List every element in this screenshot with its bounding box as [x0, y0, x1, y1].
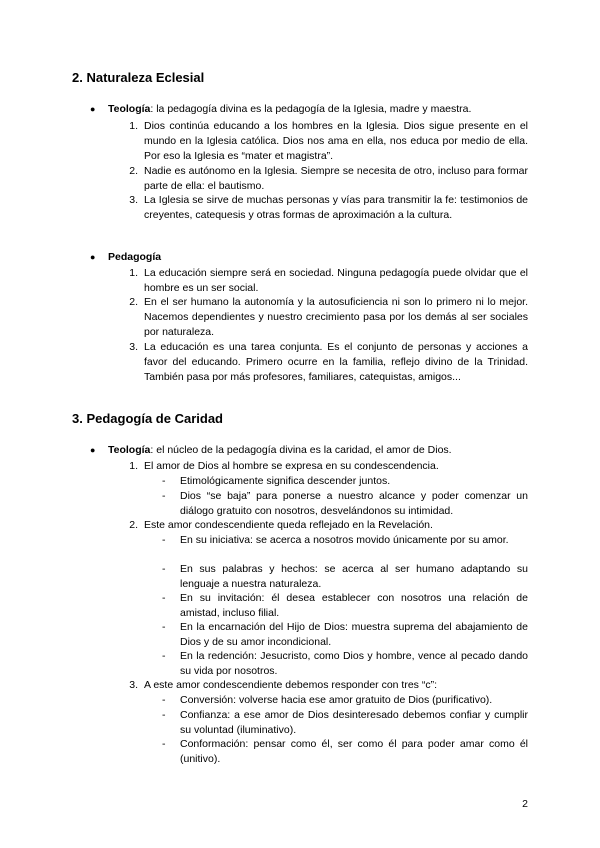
bullet-dot: ● [90, 445, 96, 455]
sub-item: Etimológicamente significa descender juntos. [180, 475, 391, 487]
sub-item: Conversión: volverse hacia ese amor gratuito de Dios (purificativo). [180, 694, 493, 706]
dash-marker: - [162, 563, 166, 575]
list-number: 1. [129, 120, 138, 132]
bullet-label: Pedagogía [108, 251, 162, 263]
bullet-label: Teología [108, 444, 151, 456]
list-item: A este amor condescendiente debemos responder con tres “c”: [144, 679, 437, 691]
bullet-text: : el núcleo de la pedagogía divina es la caridad, el amor de Dios. [150, 444, 452, 456]
bullet-line [108, 443, 452, 458]
list-item: El amor de Dios al hombre se expresa en su condescendencia. [144, 460, 439, 472]
dash-marker: - [162, 709, 166, 721]
section-heading: 3. Pedagogía de Caridad [72, 411, 223, 426]
bullet-text: : la pedagogía divina es la pedagogía de la Iglesia, madre y maestra. [150, 103, 472, 115]
list-number: 2. [129, 165, 138, 177]
sub-item: En la redención: Jesucristo, como Dios y hombre, vence al pecado dando su vida por nosotros. [180, 650, 528, 677]
list-number: 1. [129, 267, 138, 279]
sub-item: En sus palabras y hechos: se acerca al ser humano adaptando su lenguaje a nuestra naturaleza. [180, 563, 528, 590]
list-number: 2. [129, 296, 138, 308]
dash-marker: - [162, 490, 166, 502]
list-number: 3. [129, 341, 138, 353]
dash-marker: - [162, 694, 166, 706]
list-item: Nadie es autónomo en la Iglesia. Siempre se necesita de otro, incluso para formar parte de ella: el bautismo. [144, 165, 528, 192]
sub-item: Conformación: pensar como él, ser como él para poder amar como él (unitivo). [180, 738, 528, 765]
bullet-dot: ● [90, 104, 96, 114]
dash-marker: - [162, 592, 166, 604]
list-item: Dios continúa educando a los hombres en la Iglesia. Dios sigue presente en el mundo en la Iglesia católica. Dios nos ama en ella, nos educa por medio de ella. Por eso la Iglesia es “mater et magistra”. [144, 120, 528, 162]
list-number: 2. [129, 519, 138, 531]
list-number: 3. [129, 679, 138, 691]
list-number: 3. [129, 194, 138, 206]
bullet-line [108, 102, 471, 117]
list-item: Este amor condescendiente queda reflejado en la Revelación. [144, 519, 433, 531]
list-item: La educación es una tarea conjunta. Es el conjunto de personas y acciones a favor del educando. Primero ocurre en la familia, reflejo divino de la Trinidad. También pasa por más profesores, familiares, catequistas, amigos... [144, 341, 528, 383]
page-number: 2 [522, 798, 528, 810]
sub-item: Dios “se baja” para ponerse a nuestro alcance y poder comenzar un diálogo gratuito con nosotros, desvelándonos su intimidad. [180, 490, 528, 517]
sub-item: Confianza: a ese amor de Dios desinteresado debemos confiar y cumplir su voluntad (iluminativo). [180, 709, 528, 736]
bullet-label: Teología [108, 103, 151, 115]
bullet-dot: ● [90, 252, 96, 262]
sub-item: En su iniciativa: se acerca a nosotros movido únicamente por su amor. [180, 534, 509, 546]
dash-marker: - [162, 475, 166, 487]
list-item: En el ser humano la autonomía y la autosuficiencia ni son lo primero ni lo mejor. Nacemos dependientes y nuestro crecimiento pasa por los demás al ser sociales por naturaleza. [144, 296, 528, 338]
section-heading: 2. Naturaleza Eclesial [72, 70, 205, 85]
sub-item: En la encarnación del Hijo de Dios: muestra suprema del abajamiento de Dios y de su amor incondicional. [180, 621, 528, 648]
list-number: 1. [129, 460, 138, 472]
dash-marker: - [162, 650, 166, 662]
sub-item: En su invitación: él desea establecer con nosotros una relación de amistad, incluso filial. [180, 592, 528, 619]
dash-marker: - [162, 534, 166, 546]
dash-marker: - [162, 738, 166, 750]
list-item: La educación siempre será en sociedad. Ninguna pedagogía puede olvidar que el hombre es un ser social. [144, 267, 528, 294]
dash-marker: - [162, 621, 166, 633]
bullet-line [108, 250, 161, 265]
list-item: La Iglesia se sirve de muchas personas y vías para transmitir la fe: testimonios de creyentes, catequesis y otras formas de aproximación a la cultura. [144, 194, 528, 221]
